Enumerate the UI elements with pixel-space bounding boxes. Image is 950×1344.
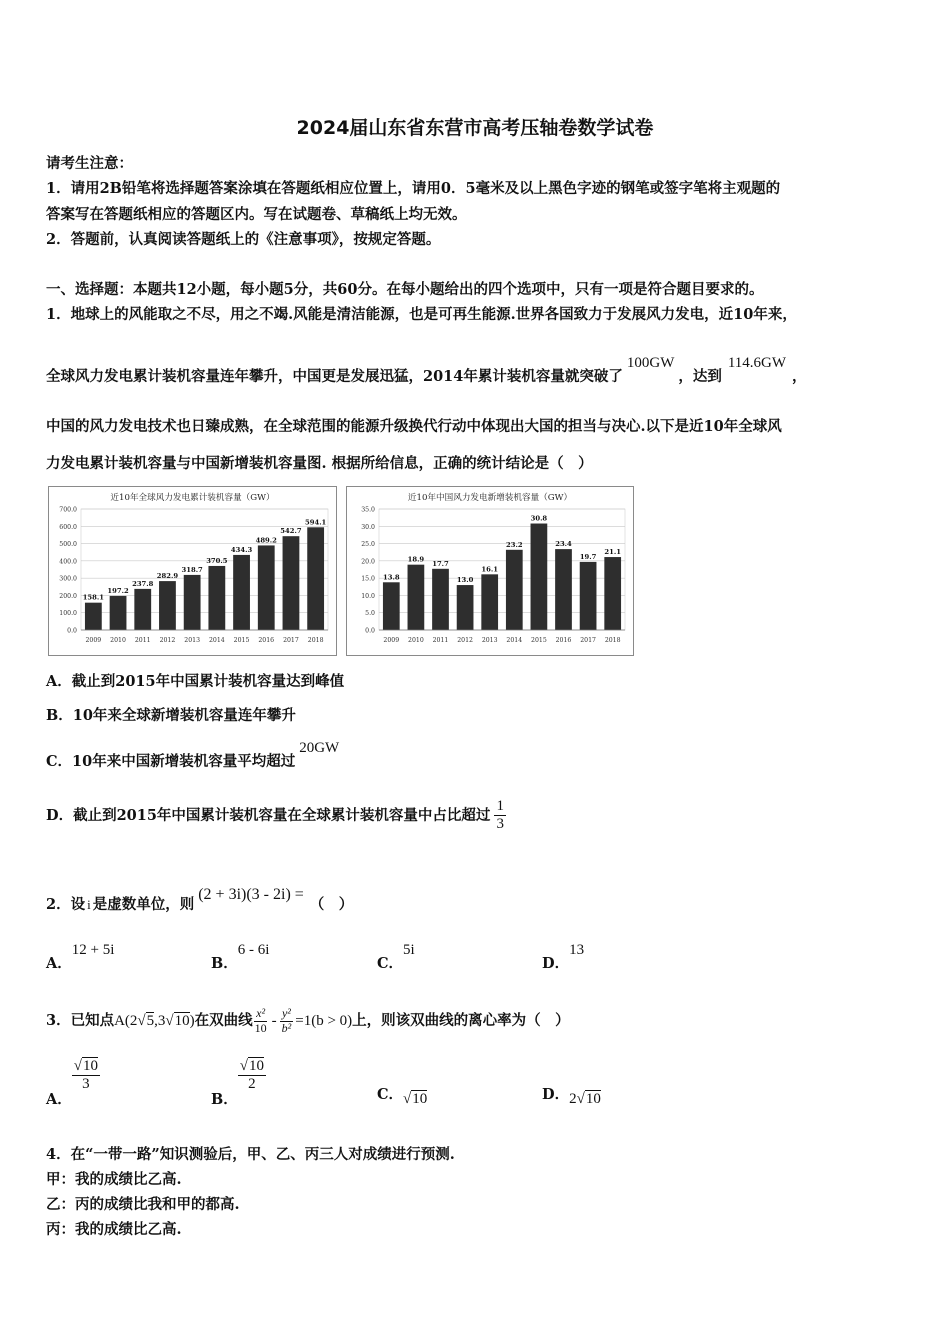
q4-line-2: 甲：我的成绩比乙高. [46, 1171, 182, 1188]
data-label: 13.8 [383, 573, 400, 582]
q3-d-label: D． [542, 1086, 570, 1103]
x-tick-label: 2011 [432, 637, 449, 644]
x-tick-label: 2009 [383, 637, 400, 644]
q1-option-d-num: 1 [494, 798, 506, 816]
q3-text-a: 3．已知点 [46, 1012, 115, 1029]
q1-option-d-den: 3 [496, 816, 504, 833]
bar-2014 [208, 566, 225, 630]
q1-line-2 [46, 355, 807, 386]
bar-2018 [604, 557, 621, 630]
q3-d-coef: 2 [569, 1091, 577, 1107]
q2-d-label: D． [542, 955, 570, 972]
q1-line-1: 1．地球上的风能取之不尽，用之不竭.风能是清洁能源，也是可再生能源.世界各国致力于发展风力发电，近10年来， [46, 306, 797, 323]
q3-option-a[interactable] [46, 1058, 100, 1108]
q3-b-den: 2 [248, 1076, 256, 1093]
q2-stem [46, 886, 354, 914]
q1-val-1146gw: 114.6GW [727, 355, 787, 371]
notice-line-1: 1．请用2B铅笔将选择题答案涂填在答题纸相应位置上，请用0．5毫米及以上黑色字迹的钢笔或签字笔将主观题的 [46, 180, 781, 197]
q3-a-num: √10 [72, 1058, 100, 1076]
y-tick-label: 10.0 [361, 592, 375, 600]
q1-option-b[interactable]: B．10年来全球新增装机容量连年攀升 [46, 707, 296, 724]
data-label: 594.1 [305, 518, 327, 527]
bar-2017 [283, 536, 300, 630]
q2-expression: (2 + 3i)(3 - 2i) = [198, 886, 304, 903]
q1-line-3: 中国的风力发电技术也日臻成熟，在全球范围的能源升级换代行动中体现出大国的担当与决心.以下是近10年全球风 [46, 418, 782, 435]
x-tick-label: 2018 [307, 637, 324, 644]
bar-2011 [432, 569, 449, 630]
q3-rad-5: 5 [146, 1013, 155, 1029]
bar-2013 [184, 575, 201, 630]
y-tick-label: 0.0 [67, 627, 77, 635]
q3-option-b[interactable] [211, 1058, 266, 1108]
q3-b-label: B． [211, 1090, 238, 1108]
q1-option-a[interactable]: A．截止到2015年中国累计装机容量达到峰值 [46, 673, 345, 690]
data-label: 434.3 [230, 545, 253, 554]
x-tick-label: 2017 [580, 637, 596, 644]
notice-line-1b: 答案写在答题纸相应的答题区内。写在试题卷、草稿纸上均无效。 [46, 206, 467, 223]
y-tick-label: 30.0 [361, 523, 375, 531]
q3-option-c[interactable] [377, 1083, 428, 1107]
data-label: 282.9 [156, 572, 179, 581]
q3-b-rad: 10 [249, 1058, 264, 1074]
x-tick-label: 2009 [85, 637, 102, 644]
q2-text-c: （ ） [309, 896, 354, 913]
x-tick-label: 2011 [134, 637, 151, 644]
x-tick-label: 2010 [408, 637, 424, 644]
q3-d-rad: 10 [585, 1091, 601, 1107]
q2-option-b[interactable] [211, 942, 270, 973]
q3-eq: =1(b > 0) [295, 1013, 353, 1029]
q2-option-a[interactable] [46, 942, 115, 973]
bar-2014 [506, 550, 523, 630]
q3-a-label: A． [46, 1090, 72, 1108]
data-label: 158.1 [82, 593, 104, 602]
q3-c-rad: 10 [412, 1091, 428, 1107]
y-tick-label: 700.0 [59, 506, 77, 514]
bar-2009 [85, 603, 102, 630]
bar-2016 [555, 549, 572, 630]
q2-c-label: C． [377, 955, 404, 972]
data-label: 542.7 [280, 527, 302, 536]
bar-2010 [408, 565, 425, 630]
data-label: 197.2 [107, 586, 129, 595]
q2-c-value: 5i [403, 942, 415, 958]
q3-d-value: 2√10 [569, 1091, 601, 1107]
x-tick-label: 2012 [457, 637, 473, 644]
data-label: 23.2 [506, 540, 523, 549]
y-tick-label: 600.0 [59, 523, 77, 531]
y-tick-label: 500.0 [59, 541, 77, 549]
y-tick-label: 200.0 [59, 592, 77, 600]
bar-2009 [383, 582, 400, 630]
q3-c-label: C． [377, 1086, 404, 1103]
y-tick-label: 20.0 [361, 558, 375, 566]
q3-d1: 10 [254, 1020, 267, 1035]
bar-2015 [233, 555, 250, 630]
q3-d2: b² [281, 1020, 292, 1035]
q2-option-d[interactable] [542, 942, 585, 973]
q3-frac-x [253, 1007, 269, 1036]
bar-2012 [457, 585, 474, 630]
q1-text-b: ，达到 [678, 368, 722, 385]
q3-point-b: ,3 [154, 1013, 166, 1029]
q3-x2: x² [256, 1005, 266, 1020]
data-label: 16.1 [481, 565, 498, 574]
q2-b-label: B． [211, 955, 238, 972]
x-tick-label: 2016 [258, 637, 275, 644]
y-tick-label: 100.0 [59, 610, 77, 618]
q3-sqrt-10: √10 [165, 1013, 190, 1029]
data-label: 19.7 [579, 552, 597, 561]
data-label: 370.5 [206, 556, 228, 565]
x-tick-label: 2018 [604, 637, 621, 644]
q3-stem [46, 1005, 570, 1037]
q2-text-a: 2．设 [46, 896, 86, 913]
bar-2015 [531, 524, 548, 630]
q3-a-fraction [72, 1058, 100, 1094]
data-label: 318.7 [181, 565, 203, 574]
bar-2016 [258, 545, 275, 630]
bar-2012 [159, 581, 176, 630]
y-tick-label: 35.0 [361, 506, 375, 514]
q1-option-c-text: C．10年来中国新增装机容量平均超过 [46, 753, 296, 770]
q3-c-value: √10 [403, 1091, 428, 1107]
q3-minus: - [271, 1013, 277, 1029]
q2-a-label: A． [46, 955, 72, 972]
chart-china-svg [347, 487, 633, 655]
chart-title: 近10年中国风力发电新增装机容量（GW） [407, 493, 573, 503]
q2-text-b: 是虚数单位，则 [92, 896, 195, 913]
q1-text-a: 全球风力发电累计装机容量连年攀升，中国更是发展迅猛，2014年累计装机容量就突破了 [46, 368, 623, 385]
bar-2013 [481, 574, 498, 630]
q3-b-fraction [238, 1058, 266, 1094]
q3-a-rad: 10 [83, 1058, 98, 1074]
data-label: 18.9 [407, 555, 425, 564]
chart-global-cumulative [48, 486, 337, 656]
bar-2010 [110, 596, 127, 630]
chart-china-new [346, 486, 634, 656]
q3-b-num: √10 [238, 1058, 266, 1076]
y-tick-label: 15.0 [361, 575, 375, 583]
q3-text-b: 在双曲线 [194, 1012, 253, 1029]
data-label: 489.2 [255, 536, 277, 545]
q1-line-4: 力发电累计装机容量与中国新增装机容量图. 根据所给信息，正确的统计结论是（ ） [46, 455, 593, 472]
q1-option-d-fraction [494, 798, 506, 834]
q1-option-c-val: 20GW [299, 740, 340, 756]
x-tick-label: 2017 [283, 637, 299, 644]
x-tick-label: 2015 [531, 637, 547, 644]
q4-line-3: 乙：丙的成绩比我和甲的都高. [46, 1196, 240, 1213]
q2-b-value: 6 - 6i [237, 942, 270, 958]
data-label: 30.8 [530, 514, 548, 523]
q3-point-c: ) [189, 1013, 195, 1029]
data-label: 17.7 [432, 559, 449, 568]
q3-rad-10: 10 [174, 1013, 190, 1029]
q3-a-den: 3 [82, 1076, 90, 1093]
q3-text-c: 上，则该双曲线的离心率为（ ） [352, 1012, 570, 1029]
x-tick-label: 2014 [208, 637, 225, 644]
q4-line-1: 4．在“一带一路”知识测验后，甲、乙、丙三人对成绩进行预测. [46, 1146, 455, 1163]
y-tick-label: 25.0 [361, 541, 375, 549]
bar-2017 [580, 562, 597, 630]
q2-a-value: 12 + 5i [71, 942, 115, 958]
x-tick-label: 2013 [481, 637, 498, 644]
notice-line-2: 2．答题前，认真阅读答题纸上的《注意事项》，按规定答题。 [46, 231, 441, 248]
notice-heading: 请考生注意： [46, 155, 133, 172]
data-label: 237.8 [132, 579, 154, 588]
bar-2011 [134, 589, 151, 630]
y-tick-label: 5.0 [365, 610, 375, 618]
x-tick-label: 2010 [110, 637, 126, 644]
data-label: 23.4 [555, 540, 572, 549]
q3-point [114, 1013, 195, 1029]
q3-y2: y² [281, 1005, 291, 1020]
bar-2018 [307, 527, 324, 630]
q3-sqrt-5: √5 [137, 1013, 155, 1029]
q2-i: i [87, 897, 91, 912]
x-tick-label: 2014 [506, 637, 523, 644]
x-tick-label: 2012 [159, 637, 176, 644]
q1-text-c: ， [792, 368, 807, 385]
page-title: 2024届山东省东营市高考压轴卷数学试卷 [296, 117, 654, 139]
chart-global-svg [49, 487, 336, 655]
q1-val-100gw: 100GW [626, 355, 675, 371]
section-heading: 一、选择题：本题共12小题，每小题5分，共60分。在每小题给出的四个选项中，只有一项是符合题目要求的。 [46, 281, 764, 298]
q3-option-d[interactable] [542, 1083, 601, 1107]
q4-line-4: 丙：我的成绩比乙高. [46, 1221, 182, 1238]
y-tick-label: 0.0 [365, 627, 375, 635]
chart-title: 近10年全球风力发电累计装机容量（GW） [110, 493, 275, 503]
q2-d-value: 13 [569, 942, 585, 958]
y-tick-label: 300.0 [59, 575, 77, 583]
q2-option-c[interactable] [377, 942, 415, 973]
x-tick-label: 2015 [233, 637, 250, 644]
q1-option-d-text: D．截止到2015年中国累计装机容量在全球累计装机容量中占比超过 [46, 806, 491, 824]
y-tick-label: 400.0 [59, 558, 77, 566]
x-tick-label: 2013 [184, 637, 201, 644]
data-label: 13.0 [456, 576, 474, 585]
q1-option-d[interactable] [46, 798, 506, 834]
q3-point-a: A(2 [114, 1013, 138, 1029]
q1-option-c[interactable] [46, 740, 340, 771]
data-label: 21.1 [604, 548, 621, 557]
x-tick-label: 2016 [555, 637, 572, 644]
q3-frac-y [280, 1007, 294, 1036]
